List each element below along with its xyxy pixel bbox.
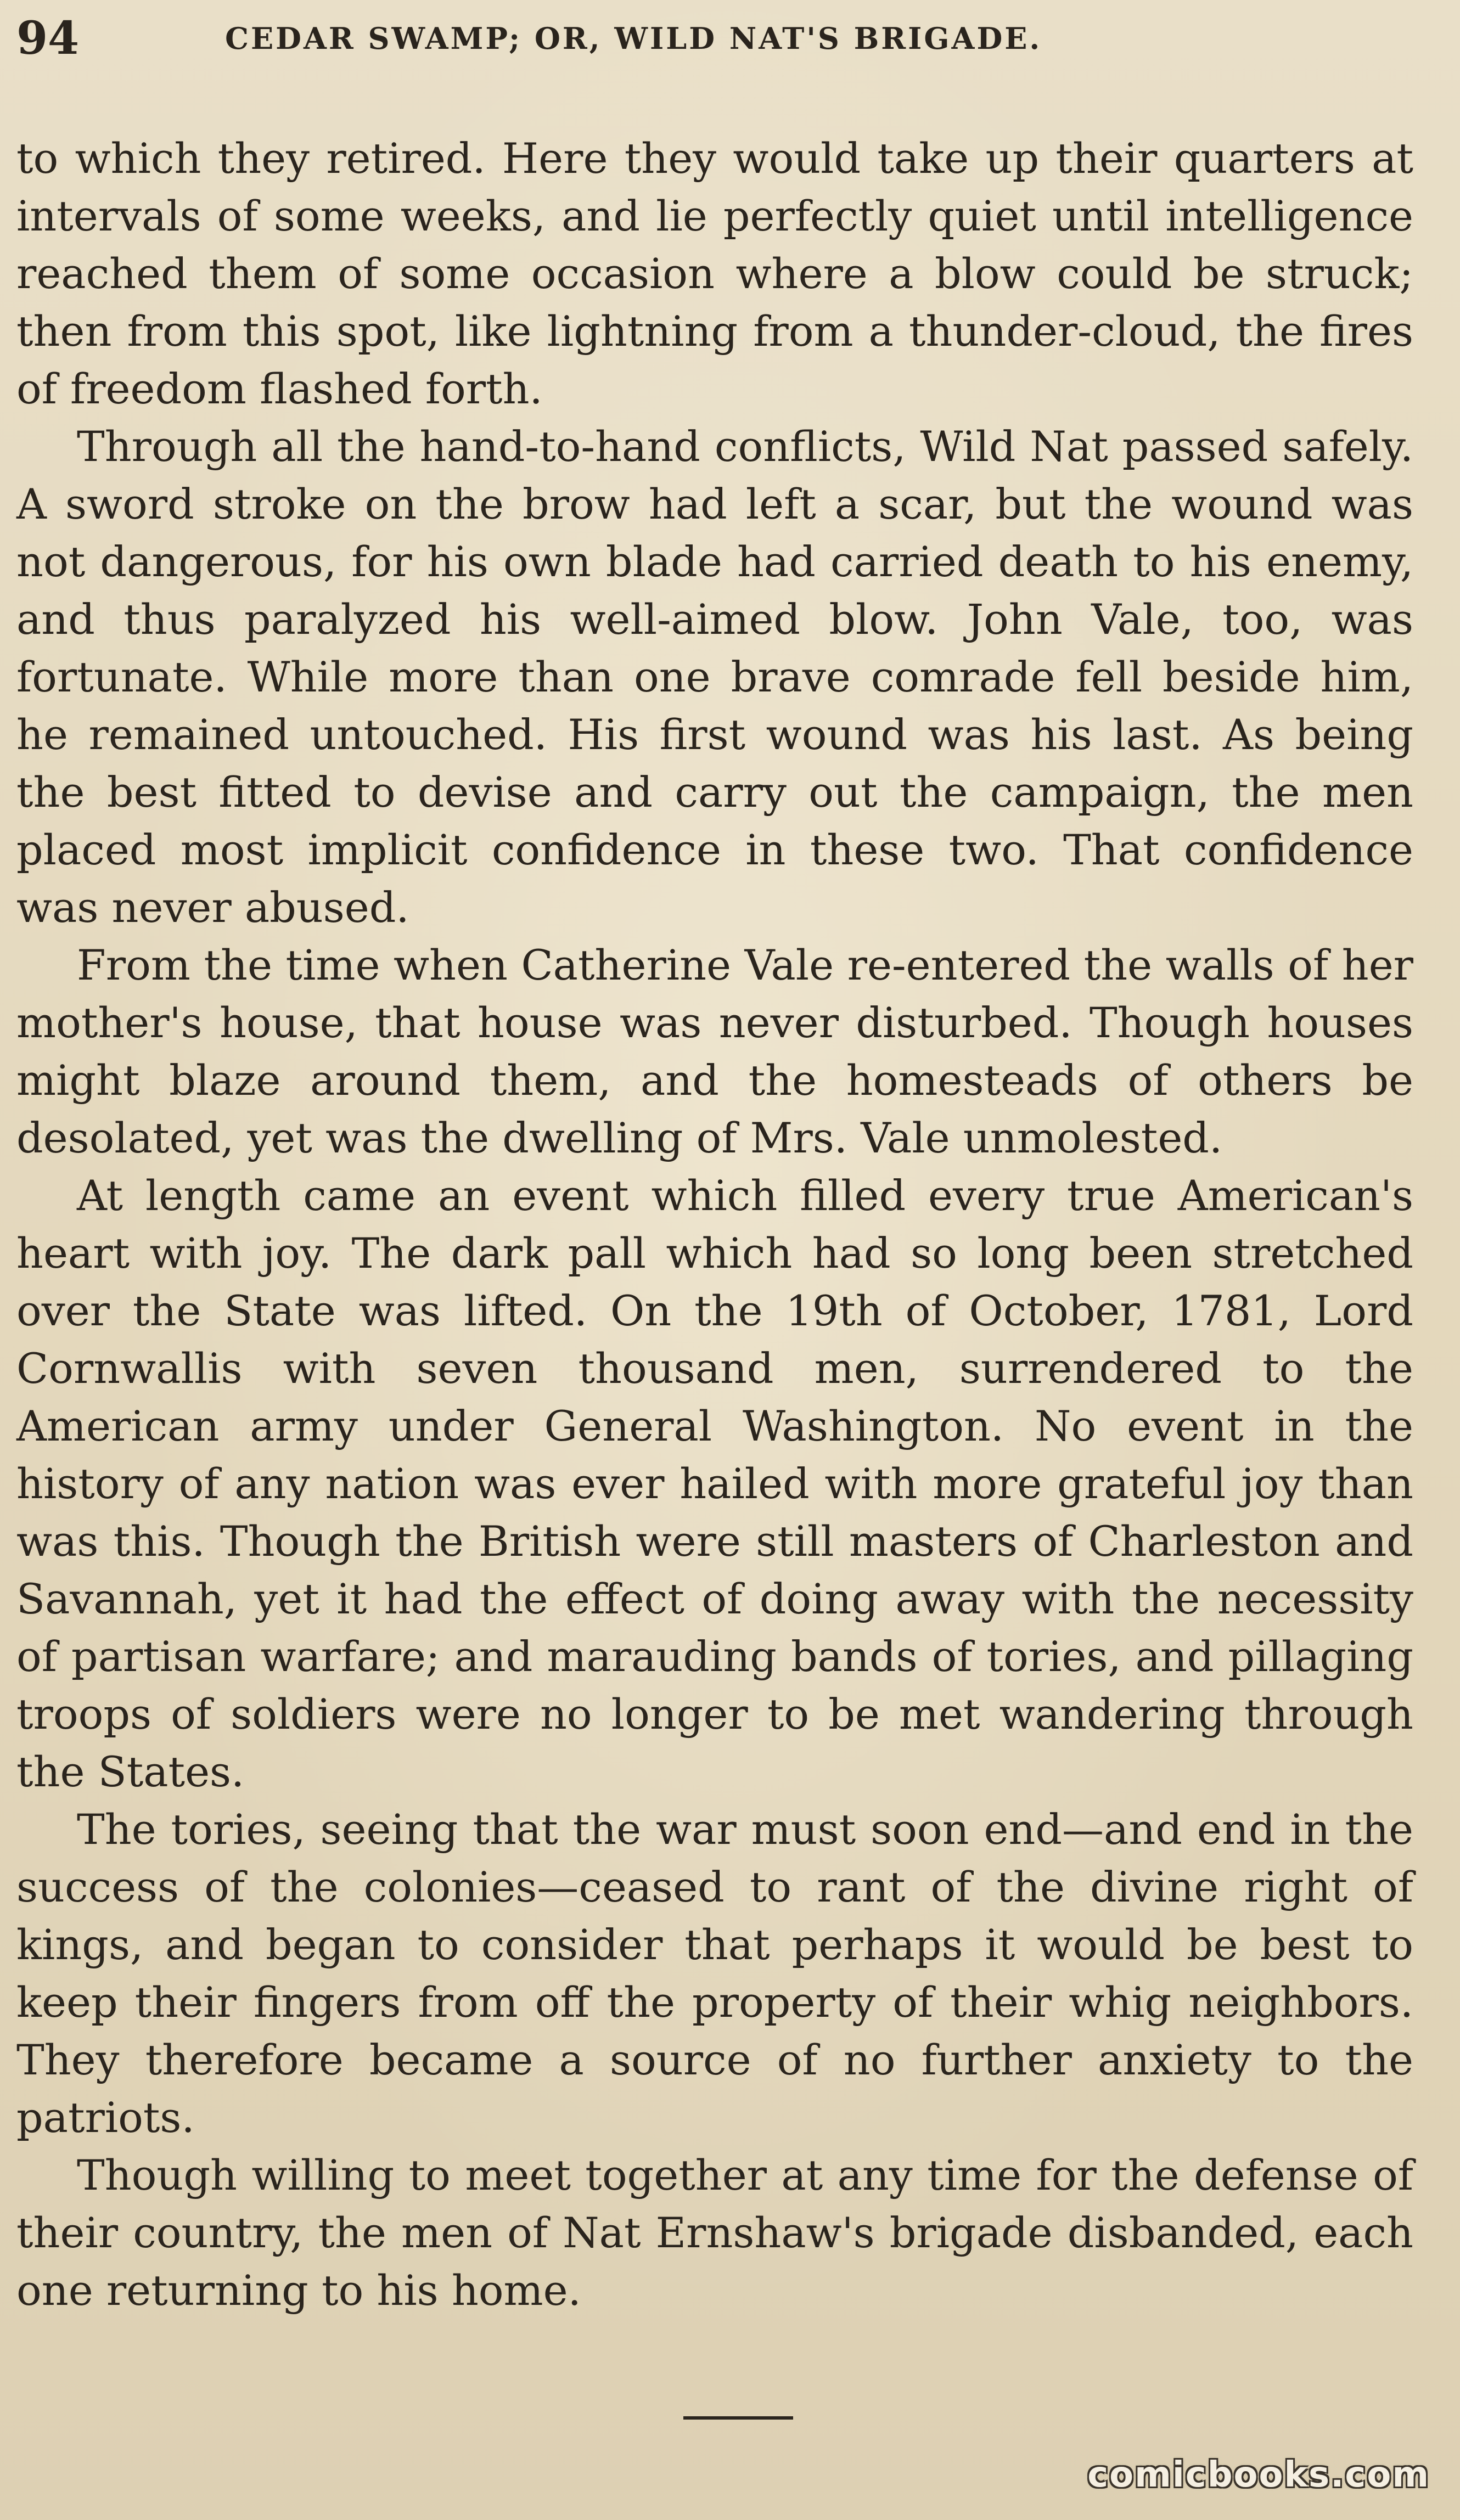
body-text <box>16 130 1413 2319</box>
paragraph: Though willing to meet together at any time for the defense of their country, the men of Nat Ernshaw's brigade disbanded, each one returning to his home. <box>16 2151 1413 2315</box>
paragraph: Through all the hand-to-hand conflicts, Wild Nat passed safely. A sword stroke on the brow had left a scar, but the wound was not dangerous, for his own blade had carried death to his enemy, and thus paralyzed his well-aimed blow. John Vale, too, was fortunate. While more than one brave comrade fell beside him, he remained untouched. His first wound was his last. As being the best fitted to devise and carry out the campaign, the men placed most implicit confidence in these two. That confidence was never abused. <box>16 422 1413 932</box>
site-watermark: comicbooks.com <box>1087 2455 1430 2495</box>
page-header <box>16 5 1444 71</box>
paragraph: The tories, seeing that the war must soon end—and end in the success of the colonies—ceased to rant of the divine right of kings, and began to consider that perhaps it would be best to keep their fingers from off the property of their whig neighbors. They therefore became a source of no further anxiety to the patriots. <box>16 1805 1413 2142</box>
paragraph: From the time when Catherine Vale re-entered the walls of her mother's house, that house was never disturbed. Though houses might blaze around them, and the homesteads of others be desolated, yet was the dwelling of Mrs. Vale unmolested. <box>16 941 1413 1162</box>
section-end-rule <box>683 2416 793 2420</box>
paragraph: to which they retired. Here they would take up their quarters at intervals of some weeks, and lie perfectly quiet until intelligence reached them of some occasion where a blow could be struck; then from this spot, like lightning from a thunder-cloud, the fires of freedom flashed forth. <box>16 134 1413 413</box>
paragraph: At length came an event which filled every true American's heart with joy. The dark pall which had so long been stretched over the State was lifted. On the 19th of October, 1781, Lord Cornwallis with seven thousand men, surrendered to the American army under General Washington. No event in the history of any nation was ever hailed with more grateful joy than was this. Though the British were still masters of Charleston and Savannah, yet it had the effect of doing away with the necessity of partisan warfare; and marauding bands of tories, and pillaging troops of soldiers were no longer to be met wandering through the States. <box>16 1171 1413 1796</box>
page-number: 94 <box>16 12 80 65</box>
running-title: CEDAR SWAMP; OR, WILD NAT'S BRIGADE. <box>225 21 1042 56</box>
